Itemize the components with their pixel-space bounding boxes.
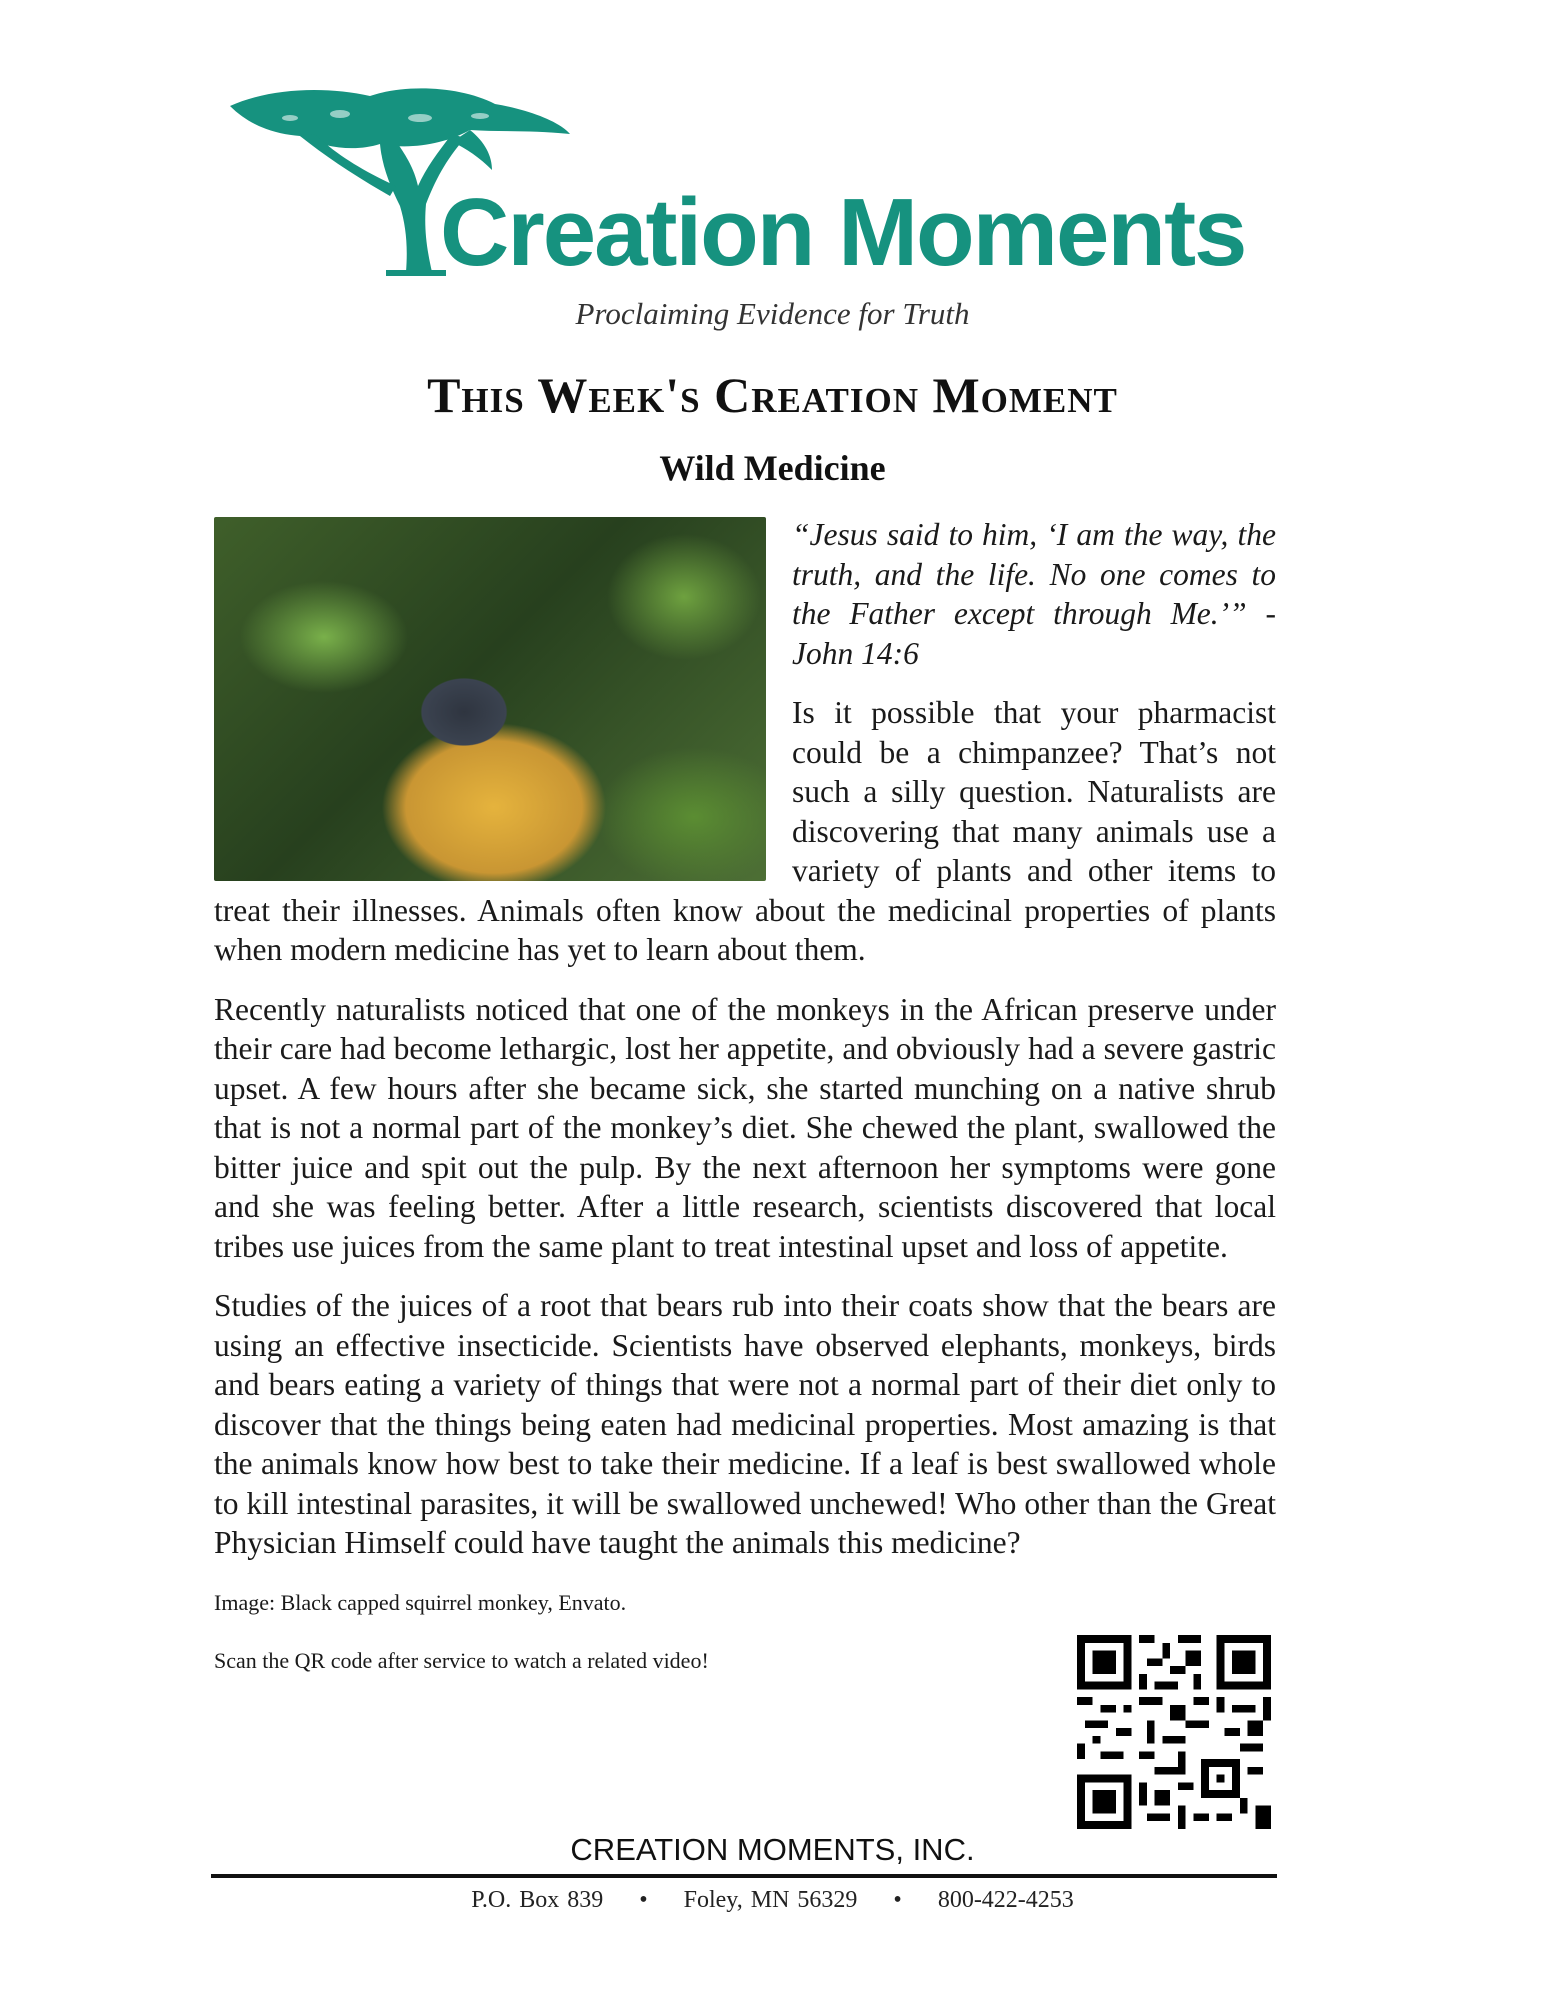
- page-title: This Week's Creation Moment: [427, 367, 1118, 423]
- article-body: [214, 515, 1276, 1675]
- brand-name: Creation Moments: [440, 179, 1246, 286]
- company-name: CREATION MOMENTS, INC.: [570, 1832, 975, 1867]
- bible-verse: “Jesus said to him, ‘I am the way, the truth, and the life. No one comes to the Father except through Me.’” - John 14:6: [792, 517, 1276, 671]
- city: Foley, MN 56329: [683, 1887, 858, 1913]
- squirrel-monkey-photo: [214, 517, 766, 881]
- address-line: [0, 1887, 1545, 1914]
- paragraph-3: Studies of the juices of a root that bears rub into their coats show that the bears are using an effective insecticide. Scientists have observed elephants, monkeys, birds and bears eating a variety of things that were not a normal part of their diet only to discover that the things being eaten had medicinal properties. Most amazing is that the animals know how best to take their medicine. If a leaf is best swallowed whole to kill intestinal parasites, it will be swallowed unchewed! Who other than the Great Physician Himself could have taught the animals this medicine?: [214, 1288, 1276, 1560]
- image-credit: Image: Black capped squirrel monkey, Envato.: [214, 1589, 627, 1615]
- paragraph-2: Recently naturalists noticed that one of the monkeys in the African preserve under their care had become lethargic, lost her appetite, and obviously had a severe gastric upset. A few hours after she became sick, she started munching on a native shrub that is not a normal part of the monkey’s diet. She chewed the plant, swallowed the bitter juice and spit out the pulp. By the next afternoon her symptoms were gone and she was feeling better. After a little research, scientists discovered that local tribes use juices from the same plant to treat intestinal upset and loss of appetite.: [214, 991, 1276, 1264]
- footer-divider: [211, 1874, 1277, 1878]
- separator: •: [639, 1887, 648, 1913]
- qr-note: Scan the QR code after service to watch a related video!: [214, 1647, 709, 1673]
- qr-code-icon[interactable]: [1077, 1635, 1271, 1829]
- po-box: P.O. Box 839: [471, 1887, 604, 1913]
- paragraph-1: Is it possible that your pharmacist could be a chimpanzee? That’s not such a silly question. Naturalists are discovering that many animals use a variety of plants and other items to treat their illnesses. Animals often know about the medicinal properties of plants when modern medicine has yet to learn about them.: [214, 695, 1276, 967]
- phone-number[interactable]: 800-422-4253: [937, 1887, 1074, 1913]
- tagline: Proclaiming Evidence for Truth: [575, 296, 970, 331]
- separator: •: [893, 1887, 902, 1913]
- article-title: Wild Medicine: [659, 448, 886, 488]
